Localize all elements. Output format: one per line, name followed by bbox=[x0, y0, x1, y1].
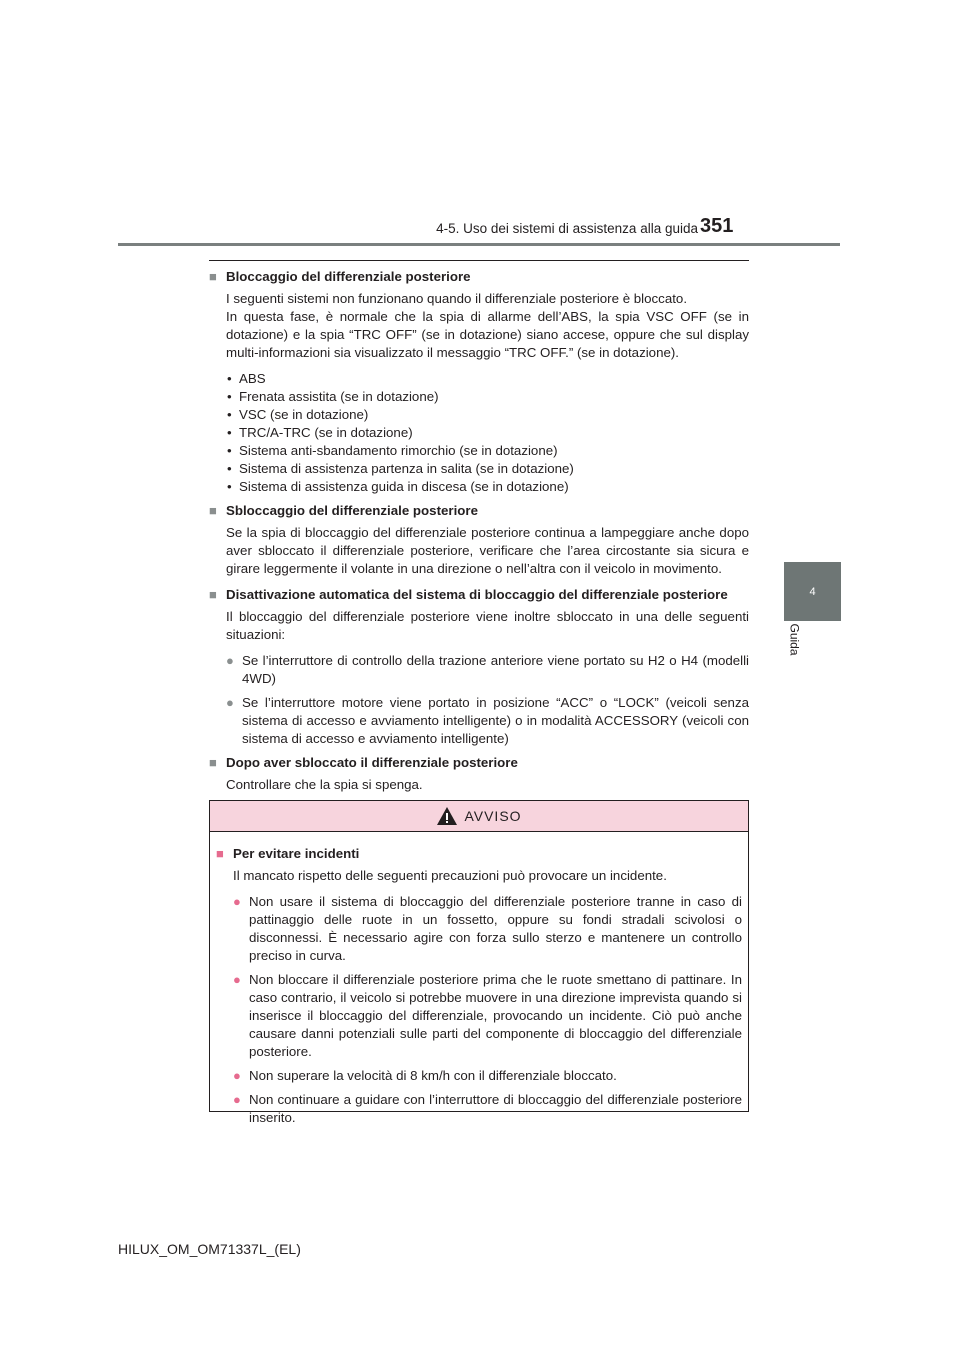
circle-bullet-icon: ● bbox=[226, 653, 234, 668]
warning-title: ■ Per evitare incidenti bbox=[216, 846, 360, 861]
list-item: • TRC/A-TRC (se in dotazione) bbox=[226, 424, 749, 442]
warning-triangle-icon bbox=[436, 806, 458, 826]
chapter-tab-label: Guida bbox=[787, 623, 802, 656]
warning-intro: Il mancato rispetto delle seguenti precauzioni può provocare un incidente. bbox=[233, 868, 667, 883]
square-bullet-icon: ■ bbox=[209, 755, 217, 770]
circle-bullet-icon: ● bbox=[226, 695, 234, 710]
paragraph: I seguenti sistemi non funzionano quando il differenziale posteriore è bloccato. bbox=[226, 291, 688, 306]
chapter-tab: 4 bbox=[784, 562, 841, 621]
section-title: ■ Dopo aver sbloccato il differenziale posteriore bbox=[209, 755, 518, 770]
warning-header bbox=[210, 801, 748, 832]
section-title: ■ Disattivazione automatica del sistema di bloccaggio del differenziale posteriore bbox=[209, 587, 728, 602]
warning-item: ● Non superare la velocità di 8 km/h con il differenziale bloccato. bbox=[233, 1068, 617, 1083]
warning-label: AVVISO bbox=[464, 808, 522, 824]
system-list bbox=[226, 370, 749, 496]
square-bullet-icon: ■ bbox=[209, 587, 217, 602]
warning-item: ● Non continuare a guidare con l’interruttore di bloccaggio del differenziale posteriore inserito. bbox=[233, 1092, 742, 1125]
document-code: HILUX_OM_OM71337L_(EL) bbox=[118, 1241, 301, 1257]
warning-body bbox=[210, 832, 748, 1127]
list-item: • Sistema di assistenza partenza in salita (se in dotazione) bbox=[226, 460, 749, 478]
circle-bullet-icon: ● bbox=[233, 1092, 241, 1107]
list-item: • ABS bbox=[226, 370, 749, 388]
content-rule bbox=[209, 260, 749, 261]
warning-item: ● Non usare il sistema di bloccaggio del differenziale posteriore tranne in caso di pattinaggio delle ruote in un fossetto, oppure su fondi stradali scivolosi o disconnessi. È necessario agire con forza sullo sterzo e mantenere un controllo preciso in curva. bbox=[233, 894, 742, 963]
circle-bullet-icon: ● bbox=[233, 1068, 241, 1083]
page-number: 351 bbox=[700, 215, 734, 237]
warning-box bbox=[209, 800, 749, 1125]
paragraph: Controllare che la spia si spenga. bbox=[226, 777, 423, 792]
list-item: • Sistema anti-sbandamento rimorchio (se in dotazione) bbox=[226, 442, 749, 460]
list-item: • Frenata assistita (se in dotazione) bbox=[226, 388, 749, 406]
list-item: ● Se l’interruttore motore viene portato in posizione “ACC” o “LOCK” (veicoli senza sistema di accesso e avviamento intelligente) o in modalità ACCESSORY (veicoli con sistema di accesso e avviamento intelligente) bbox=[226, 695, 749, 746]
list-item: • VSC (se in dotazione) bbox=[226, 406, 749, 424]
paragraph: Se la spia di bloccaggio del differenziale posteriore continua a lampeggiare anche dopo aver sbloccato il differenziale posteriore, verificare che l’area circostante sia sicura e girare leggermente il volante in una direzione o nell’altra con il veicolo in movimento. bbox=[226, 525, 749, 576]
circle-bullet-icon: ● bbox=[233, 894, 241, 909]
list-item: • Sistema di assistenza guida in discesa (se in dotazione) bbox=[226, 478, 749, 496]
square-bullet-icon: ■ bbox=[209, 269, 217, 284]
circle-bullet-icon: ● bbox=[233, 972, 241, 987]
square-bullet-icon: ■ bbox=[216, 846, 224, 861]
warning-item: ● Non bloccare il differenziale posteriore prima che le ruote smettano di pattinare. In caso contrario, il veicolo si potrebbe muovere in una direzione imprevista quando si inserisce il bloccaggio del differenziale, provocando un incidente. Ciò può anche causare danni potenziali sulle parti del componente di bloccaggio del differenziale posteriore. bbox=[233, 972, 742, 1059]
paragraph: Il bloccaggio del differenziale posteriore viene inoltre sbloccato in una delle seguenti situazioni: bbox=[226, 609, 749, 642]
section-title: ■ Sbloccaggio del differenziale posteriore bbox=[209, 503, 478, 518]
main-content bbox=[209, 268, 749, 802]
square-bullet-icon: ■ bbox=[209, 503, 217, 518]
paragraph: In questa fase, è normale che la spia di allarme dell’ABS, la spia VSC OFF (se in dotazione) e la spia “TRC OFF” (se in dotazione) siano accese, oppure che sul display multi-informazioni sia visualizzato il messaggio “TRC OFF.” (se in dotazione). bbox=[226, 309, 749, 360]
section-title: ■ Bloccaggio del differenziale posteriore bbox=[209, 269, 471, 284]
chapter-title: 4-5. Uso dei sistemi di assistenza alla guida bbox=[436, 221, 698, 236]
list-item: ● Se l’interruttore di controllo della trazione anteriore viene portato su H2 o H4 (modelli 4WD) bbox=[226, 653, 749, 686]
header-rule bbox=[118, 243, 840, 246]
